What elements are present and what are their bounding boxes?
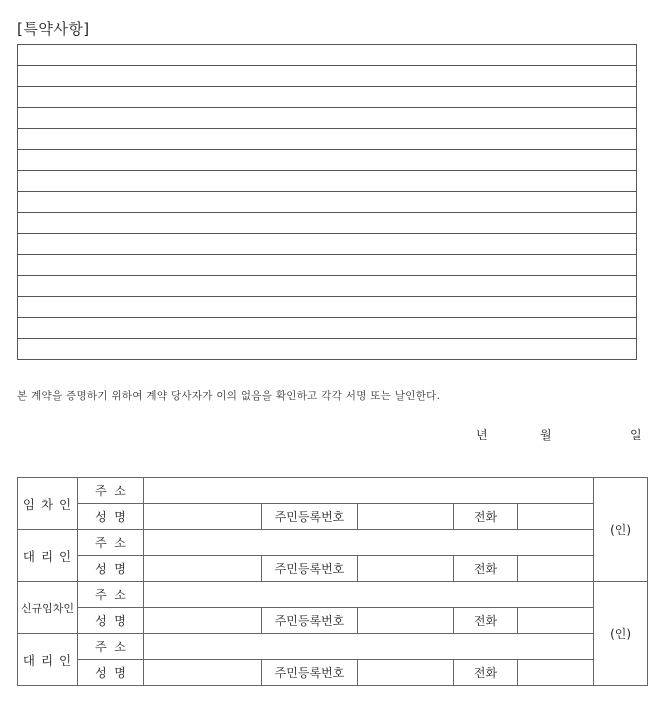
phone-field[interactable] <box>518 504 594 530</box>
special-terms-line[interactable] <box>18 318 636 339</box>
special-terms-line[interactable] <box>18 192 636 213</box>
special-terms-line[interactable] <box>18 66 636 87</box>
address-label: 주 소 <box>78 582 144 608</box>
party-label-agent: 대 리 인 <box>18 634 78 686</box>
phone-field[interactable] <box>518 608 594 634</box>
special-terms-line[interactable] <box>18 171 636 192</box>
address-field[interactable] <box>144 530 594 556</box>
special-terms-line[interactable] <box>18 339 636 360</box>
phone-label: 전화 <box>454 608 518 634</box>
party-label-new-tenant: 신규임차인 <box>18 582 78 634</box>
id-number-field[interactable] <box>358 608 454 634</box>
date-year-label: 년 <box>476 428 488 442</box>
phone-label: 전화 <box>454 556 518 582</box>
date-month-label: 월 <box>540 428 552 442</box>
address-field[interactable] <box>144 634 594 660</box>
special-terms-line[interactable] <box>18 297 636 318</box>
special-terms-line[interactable] <box>18 87 636 108</box>
date-day-label: 일 <box>630 428 642 442</box>
name-label: 성 명 <box>78 556 144 582</box>
id-number-label: 주민등록번호 <box>262 556 358 582</box>
name-field[interactable] <box>144 660 262 686</box>
id-number-field[interactable] <box>358 660 454 686</box>
phone-field[interactable] <box>518 660 594 686</box>
address-label: 주 소 <box>78 634 144 660</box>
phone-label: 전화 <box>454 660 518 686</box>
agreement-statement: 본 계약을 증명하기 위하여 계약 당사자가 이의 없음을 확인하고 각각 서명 또는 날인한다. <box>17 390 441 402</box>
address-label: 주 소 <box>78 530 144 556</box>
parties-table <box>17 477 648 686</box>
seal-label: (인) <box>594 478 648 582</box>
special-terms-line[interactable] <box>18 129 636 150</box>
id-number-label: 주민등록번호 <box>262 504 358 530</box>
phone-label: 전화 <box>454 504 518 530</box>
special-terms-line[interactable] <box>18 108 636 129</box>
special-terms-lined-area[interactable] <box>17 44 637 360</box>
id-number-label: 주민등록번호 <box>262 608 358 634</box>
name-field[interactable] <box>144 608 262 634</box>
special-terms-line[interactable] <box>18 150 636 171</box>
special-terms-line[interactable] <box>18 255 636 276</box>
party-label-agent: 대 리 인 <box>18 530 78 582</box>
name-field[interactable] <box>144 504 262 530</box>
special-terms-line[interactable] <box>18 276 636 297</box>
seal-label: (인) <box>594 582 648 686</box>
party-label-tenant: 임 차 인 <box>18 478 78 530</box>
special-terms-line[interactable] <box>18 234 636 255</box>
phone-field[interactable] <box>518 556 594 582</box>
name-field[interactable] <box>144 556 262 582</box>
address-label: 주 소 <box>78 478 144 504</box>
id-number-field[interactable] <box>358 504 454 530</box>
address-field[interactable] <box>144 478 594 504</box>
special-terms-line[interactable] <box>18 213 636 234</box>
name-label: 성 명 <box>78 608 144 634</box>
special-terms-line[interactable] <box>18 45 636 66</box>
address-field[interactable] <box>144 582 594 608</box>
id-number-label: 주민등록번호 <box>262 660 358 686</box>
name-label: 성 명 <box>78 660 144 686</box>
id-number-field[interactable] <box>358 556 454 582</box>
name-label: 성 명 <box>78 504 144 530</box>
special-terms-title: [특약사항] <box>17 20 90 38</box>
